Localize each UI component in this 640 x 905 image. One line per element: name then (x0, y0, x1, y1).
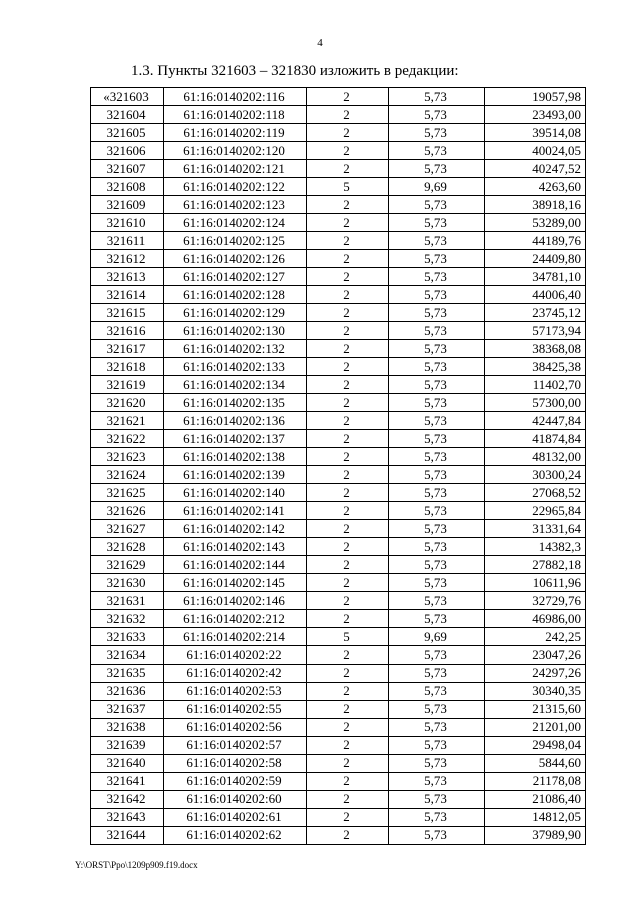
amount-value-cell: 30300,24 (485, 466, 586, 484)
rate-value-cell: 5,73 (389, 682, 485, 700)
cadastral-number-cell: 61:16:0140202:121 (164, 160, 307, 178)
cadastral-number-cell: 61:16:0140202:214 (164, 628, 307, 646)
item-number-cell: 321610 (91, 214, 164, 232)
cadastral-number-cell: 61:16:0140202:145 (164, 574, 307, 592)
item-number-cell: 321604 (91, 106, 164, 124)
group-value-cell: 2 (307, 322, 389, 340)
item-number-cell: 321629 (91, 556, 164, 574)
amount-value-cell: 242,25 (485, 628, 586, 646)
cadastral-number-cell: 61:16:0140202:57 (164, 736, 307, 754)
rate-value-cell: 5,73 (389, 646, 485, 664)
cadastral-number-cell: 61:16:0140202:138 (164, 448, 307, 466)
rate-value-cell: 5,73 (389, 268, 485, 286)
rate-value-cell: 5,73 (389, 232, 485, 250)
table-row (91, 268, 586, 286)
amount-value-cell: 57300,00 (485, 394, 586, 412)
table-row (91, 394, 586, 412)
item-number-cell: «321603 (91, 88, 164, 106)
item-number-cell: 321627 (91, 520, 164, 538)
cadastral-number-cell: 61:16:0140202:58 (164, 754, 307, 772)
cadastral-number-cell: 61:16:0140202:129 (164, 304, 307, 322)
cadastral-number-cell: 61:16:0140202:140 (164, 484, 307, 502)
amount-value-cell: 23745,12 (485, 304, 586, 322)
cadastral-number-cell: 61:16:0140202:61 (164, 808, 307, 826)
group-value-cell: 2 (307, 682, 389, 700)
cadastral-number-cell: 61:16:0140202:123 (164, 196, 307, 214)
amount-value-cell: 46986,00 (485, 610, 586, 628)
group-value-cell: 2 (307, 754, 389, 772)
table-row (91, 754, 586, 772)
cadastral-number-cell: 61:16:0140202:137 (164, 430, 307, 448)
cadastral-number-cell: 61:16:0140202:130 (164, 322, 307, 340)
group-value-cell: 2 (307, 124, 389, 142)
group-value-cell: 2 (307, 268, 389, 286)
item-number-cell: 321638 (91, 718, 164, 736)
group-value-cell: 2 (307, 376, 389, 394)
amount-value-cell: 48132,00 (485, 448, 586, 466)
table-row (91, 664, 586, 682)
amount-value-cell: 38368,08 (485, 340, 586, 358)
rate-value-cell: 5,73 (389, 448, 485, 466)
table-row (91, 790, 586, 808)
rate-value-cell: 5,73 (389, 556, 485, 574)
table-row (91, 124, 586, 142)
amount-value-cell: 44006,40 (485, 286, 586, 304)
amount-value-cell: 40247,52 (485, 160, 586, 178)
rate-value-cell: 5,73 (389, 412, 485, 430)
item-number-cell: 321634 (91, 646, 164, 664)
rate-value-cell: 5,73 (389, 718, 485, 736)
group-value-cell: 2 (307, 646, 389, 664)
cadastral-number-cell: 61:16:0140202:141 (164, 502, 307, 520)
table-row (91, 88, 586, 106)
group-value-cell: 2 (307, 808, 389, 826)
item-number-cell: 321616 (91, 322, 164, 340)
amount-value-cell: 31331,64 (485, 520, 586, 538)
cadastral-number-cell: 61:16:0140202:134 (164, 376, 307, 394)
amount-value-cell: 14812,05 (485, 808, 586, 826)
group-value-cell: 2 (307, 484, 389, 502)
group-value-cell: 2 (307, 430, 389, 448)
item-number-cell: 321632 (91, 610, 164, 628)
table-row (91, 574, 586, 592)
item-number-cell: 321644 (91, 826, 164, 844)
group-value-cell: 2 (307, 574, 389, 592)
item-number-cell: 321635 (91, 664, 164, 682)
item-number-cell: 321626 (91, 502, 164, 520)
amount-value-cell: 57173,94 (485, 322, 586, 340)
rate-value-cell: 5,73 (389, 142, 485, 160)
amount-value-cell: 29498,04 (485, 736, 586, 754)
amount-value-cell: 10611,96 (485, 574, 586, 592)
item-number-cell: 321623 (91, 448, 164, 466)
amount-value-cell: 23493,00 (485, 106, 586, 124)
group-value-cell: 2 (307, 664, 389, 682)
item-number-cell: 321612 (91, 250, 164, 268)
rate-value-cell: 5,73 (389, 592, 485, 610)
table-row (91, 826, 586, 844)
table-row (91, 376, 586, 394)
item-number-cell: 321639 (91, 736, 164, 754)
rate-value-cell: 5,73 (389, 124, 485, 142)
table-row (91, 718, 586, 736)
section-heading: 1.3. Пункты 321603 – 321830 изложить в редакции: (131, 63, 459, 79)
table-row (91, 304, 586, 322)
table-row (91, 682, 586, 700)
table-row (91, 808, 586, 826)
item-number-cell: 321636 (91, 682, 164, 700)
cadastral-number-cell: 61:16:0140202:60 (164, 790, 307, 808)
group-value-cell: 2 (307, 106, 389, 124)
rate-value-cell: 5,73 (389, 340, 485, 358)
amount-value-cell: 4263,60 (485, 178, 586, 196)
item-number-cell: 321619 (91, 376, 164, 394)
item-number-cell: 321605 (91, 124, 164, 142)
rate-value-cell: 5,73 (389, 754, 485, 772)
group-value-cell: 2 (307, 700, 389, 718)
amount-value-cell: 5844,60 (485, 754, 586, 772)
item-number-cell: 321622 (91, 430, 164, 448)
cadastral-number-cell: 61:16:0140202:42 (164, 664, 307, 682)
table-row (91, 340, 586, 358)
rate-value-cell: 5,73 (389, 538, 485, 556)
cadastral-number-cell: 61:16:0140202:124 (164, 214, 307, 232)
group-value-cell: 2 (307, 718, 389, 736)
amount-value-cell: 14382,3 (485, 538, 586, 556)
cadastral-number-cell: 61:16:0140202:125 (164, 232, 307, 250)
cadastral-number-cell: 61:16:0140202:22 (164, 646, 307, 664)
amount-value-cell: 21315,60 (485, 700, 586, 718)
rate-value-cell: 5,73 (389, 376, 485, 394)
cadastral-number-cell: 61:16:0140202:133 (164, 358, 307, 376)
cadastral-number-cell: 61:16:0140202:120 (164, 142, 307, 160)
rate-value-cell: 5,73 (389, 106, 485, 124)
table-body (91, 88, 586, 845)
group-value-cell: 2 (307, 412, 389, 430)
cadastral-number-cell: 61:16:0140202:55 (164, 700, 307, 718)
item-number-cell: 321630 (91, 574, 164, 592)
table-row (91, 412, 586, 430)
group-value-cell: 2 (307, 592, 389, 610)
amount-value-cell: 21178,08 (485, 772, 586, 790)
table-row (91, 232, 586, 250)
item-number-cell: 321642 (91, 790, 164, 808)
item-number-cell: 321614 (91, 286, 164, 304)
cadastral-number-cell: 61:16:0140202:142 (164, 520, 307, 538)
table-row (91, 556, 586, 574)
table-row (91, 538, 586, 556)
table-row (91, 196, 586, 214)
item-number-cell: 321611 (91, 232, 164, 250)
table-row (91, 502, 586, 520)
group-value-cell: 2 (307, 160, 389, 178)
group-value-cell: 2 (307, 304, 389, 322)
item-number-cell: 321621 (91, 412, 164, 430)
rate-value-cell: 5,73 (389, 160, 485, 178)
item-number-cell: 321640 (91, 754, 164, 772)
amount-value-cell: 42447,84 (485, 412, 586, 430)
cadastral-number-cell: 61:16:0140202:146 (164, 592, 307, 610)
cadastral-number-cell: 61:16:0140202:132 (164, 340, 307, 358)
rate-value-cell: 5,73 (389, 214, 485, 232)
item-number-cell: 321608 (91, 178, 164, 196)
item-number-cell: 321606 (91, 142, 164, 160)
item-number-cell: 321617 (91, 340, 164, 358)
item-number-cell: 321628 (91, 538, 164, 556)
rate-value-cell: 5,73 (389, 574, 485, 592)
table-row (91, 286, 586, 304)
amount-value-cell: 38918,16 (485, 196, 586, 214)
amount-value-cell: 44189,76 (485, 232, 586, 250)
group-value-cell: 2 (307, 772, 389, 790)
rate-value-cell: 5,73 (389, 196, 485, 214)
item-number-cell: 321631 (91, 592, 164, 610)
rate-value-cell: 5,73 (389, 358, 485, 376)
amount-value-cell: 23047,26 (485, 646, 586, 664)
rate-value-cell: 5,73 (389, 826, 485, 844)
rate-value-cell: 5,73 (389, 790, 485, 808)
item-number-cell: 321615 (91, 304, 164, 322)
amount-value-cell: 21201,00 (485, 718, 586, 736)
group-value-cell: 2 (307, 250, 389, 268)
amount-value-cell: 38425,38 (485, 358, 586, 376)
amount-value-cell: 27882,18 (485, 556, 586, 574)
table-row (91, 466, 586, 484)
item-number-cell: 321633 (91, 628, 164, 646)
cadastral-number-cell: 61:16:0140202:126 (164, 250, 307, 268)
amount-value-cell: 24297,26 (485, 664, 586, 682)
cadastral-number-cell: 61:16:0140202:118 (164, 106, 307, 124)
page-number: 4 (317, 37, 323, 49)
cadastral-number-cell: 61:16:0140202:59 (164, 772, 307, 790)
amount-value-cell: 39514,08 (485, 124, 586, 142)
group-value-cell: 2 (307, 286, 389, 304)
table-row (91, 142, 586, 160)
group-value-cell: 2 (307, 538, 389, 556)
rate-value-cell: 5,73 (389, 664, 485, 682)
item-number-cell: 321613 (91, 268, 164, 286)
amount-value-cell: 19057,98 (485, 88, 586, 106)
table-row (91, 628, 586, 646)
cadastral-number-cell: 61:16:0140202:144 (164, 556, 307, 574)
group-value-cell: 2 (307, 142, 389, 160)
rate-value-cell: 5,73 (389, 466, 485, 484)
cadastral-number-cell: 61:16:0140202:128 (164, 286, 307, 304)
rate-value-cell: 5,73 (389, 286, 485, 304)
table-row (91, 448, 586, 466)
rate-value-cell: 5,73 (389, 772, 485, 790)
item-number-cell: 321618 (91, 358, 164, 376)
table-row (91, 592, 586, 610)
amount-value-cell: 37989,90 (485, 826, 586, 844)
table-row (91, 214, 586, 232)
amount-value-cell: 11402,70 (485, 376, 586, 394)
rate-value-cell: 5,73 (389, 736, 485, 754)
footer-file-path: Y:\ORST\Ppo\1209p909.f19.docx (75, 860, 198, 870)
item-number-cell: 321625 (91, 484, 164, 502)
group-value-cell: 2 (307, 340, 389, 358)
group-value-cell: 5 (307, 628, 389, 646)
group-value-cell: 2 (307, 790, 389, 808)
cadastral-number-cell: 61:16:0140202:56 (164, 718, 307, 736)
cadastral-number-cell: 61:16:0140202:122 (164, 178, 307, 196)
data-table (90, 87, 586, 845)
cadastral-number-cell: 61:16:0140202:127 (164, 268, 307, 286)
table-row (91, 520, 586, 538)
group-value-cell: 5 (307, 178, 389, 196)
group-value-cell: 2 (307, 736, 389, 754)
table-row (91, 736, 586, 754)
item-number-cell: 321641 (91, 772, 164, 790)
table-row (91, 610, 586, 628)
rate-value-cell: 5,73 (389, 88, 485, 106)
item-number-cell: 321620 (91, 394, 164, 412)
group-value-cell: 2 (307, 502, 389, 520)
rate-value-cell: 5,73 (389, 250, 485, 268)
amount-value-cell: 53289,00 (485, 214, 586, 232)
group-value-cell: 2 (307, 466, 389, 484)
cadastral-number-cell: 61:16:0140202:136 (164, 412, 307, 430)
cadastral-number-cell: 61:16:0140202:135 (164, 394, 307, 412)
item-number-cell: 321624 (91, 466, 164, 484)
cadastral-number-cell: 61:16:0140202:116 (164, 88, 307, 106)
group-value-cell: 2 (307, 394, 389, 412)
group-value-cell: 2 (307, 214, 389, 232)
rate-value-cell: 5,73 (389, 610, 485, 628)
table-row (91, 358, 586, 376)
table-row (91, 250, 586, 268)
rate-value-cell: 5,73 (389, 520, 485, 538)
group-value-cell: 2 (307, 88, 389, 106)
item-number-cell: 321637 (91, 700, 164, 718)
table-row (91, 106, 586, 124)
table-row (91, 646, 586, 664)
amount-value-cell: 22965,84 (485, 502, 586, 520)
amount-value-cell: 27068,52 (485, 484, 586, 502)
amount-value-cell: 32729,76 (485, 592, 586, 610)
rate-value-cell: 5,73 (389, 808, 485, 826)
rate-value-cell: 5,73 (389, 502, 485, 520)
table-row (91, 430, 586, 448)
table-row (91, 160, 586, 178)
table-row (91, 322, 586, 340)
cadastral-number-cell: 61:16:0140202:119 (164, 124, 307, 142)
rate-value-cell: 5,73 (389, 700, 485, 718)
cadastral-number-cell: 61:16:0140202:143 (164, 538, 307, 556)
rate-value-cell: 9,69 (389, 178, 485, 196)
amount-value-cell: 24409,80 (485, 250, 586, 268)
rate-value-cell: 5,73 (389, 322, 485, 340)
cadastral-number-cell: 61:16:0140202:212 (164, 610, 307, 628)
cadastral-number-cell: 61:16:0140202:139 (164, 466, 307, 484)
group-value-cell: 2 (307, 448, 389, 466)
group-value-cell: 2 (307, 196, 389, 214)
group-value-cell: 2 (307, 520, 389, 538)
rate-value-cell: 9,69 (389, 628, 485, 646)
group-value-cell: 2 (307, 556, 389, 574)
amount-value-cell: 30340,35 (485, 682, 586, 700)
rate-value-cell: 5,73 (389, 430, 485, 448)
amount-value-cell: 34781,10 (485, 268, 586, 286)
cadastral-number-cell: 61:16:0140202:62 (164, 826, 307, 844)
group-value-cell: 2 (307, 358, 389, 376)
amount-value-cell: 40024,05 (485, 142, 586, 160)
table-row (91, 772, 586, 790)
rate-value-cell: 5,73 (389, 394, 485, 412)
table-row (91, 700, 586, 718)
rate-value-cell: 5,73 (389, 484, 485, 502)
group-value-cell: 2 (307, 232, 389, 250)
cadastral-number-cell: 61:16:0140202:53 (164, 682, 307, 700)
table-row (91, 178, 586, 196)
group-value-cell: 2 (307, 826, 389, 844)
table-row (91, 484, 586, 502)
item-number-cell: 321609 (91, 196, 164, 214)
item-number-cell: 321643 (91, 808, 164, 826)
amount-value-cell: 21086,40 (485, 790, 586, 808)
rate-value-cell: 5,73 (389, 304, 485, 322)
amount-value-cell: 41874,84 (485, 430, 586, 448)
item-number-cell: 321607 (91, 160, 164, 178)
group-value-cell: 2 (307, 610, 389, 628)
